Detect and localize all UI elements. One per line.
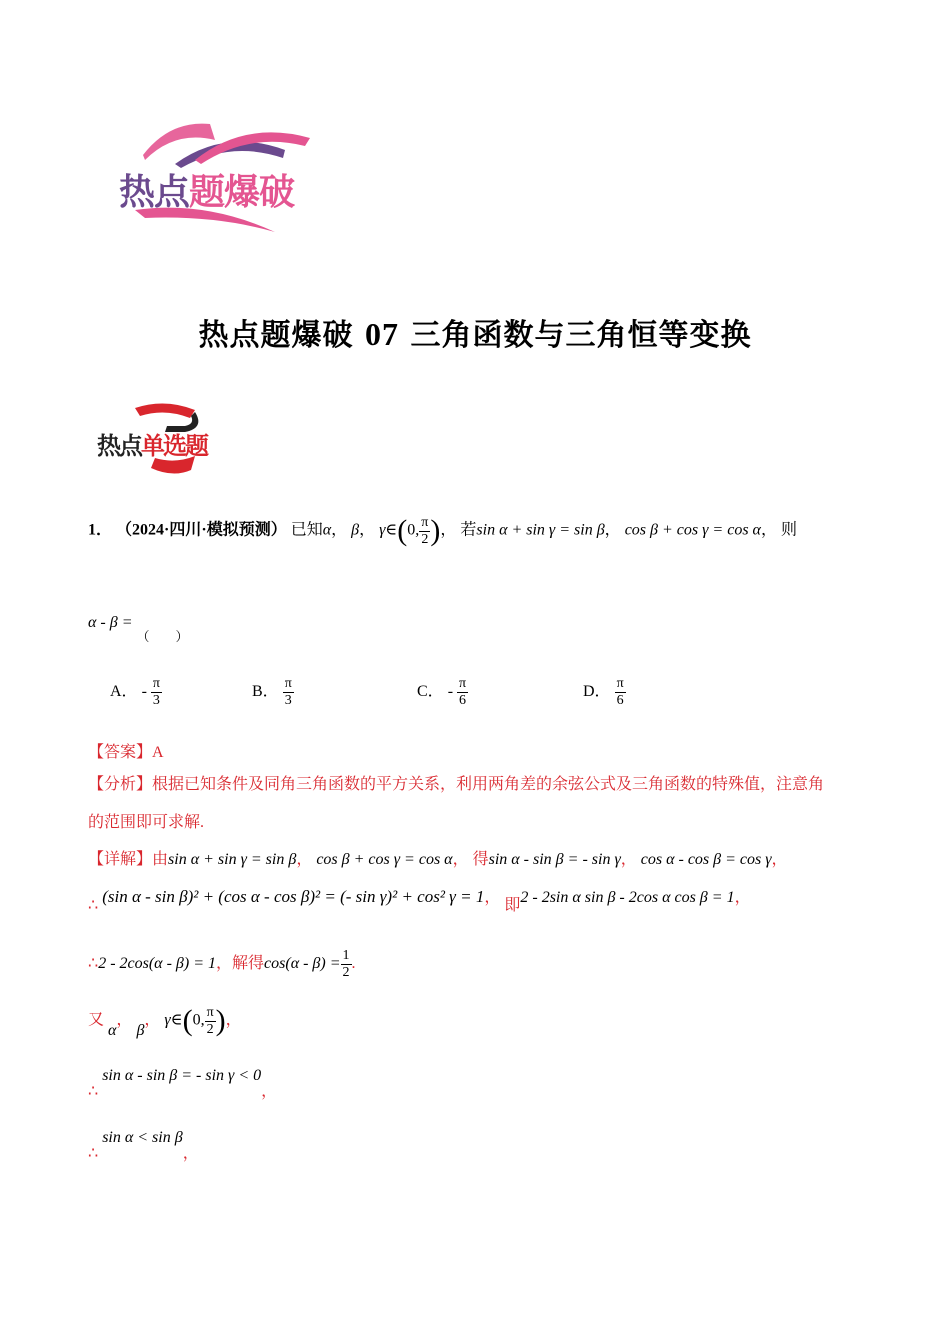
frac-num: π [616,676,624,691]
frac-num: π [459,676,467,691]
page-title [0,310,950,354]
frac-num: 1 [342,948,350,963]
options-row [110,676,750,720]
detail-line-3 [88,948,356,981]
question-ask [88,612,189,644]
logo-text-part2: 题爆破 [189,172,295,213]
option-label: B． [252,683,279,701]
analysis-tag: 【分析】 [88,776,153,793]
var-beta: β [351,521,360,539]
detail-eq1: sin α + sin γ = sin β [168,851,297,868]
detail-eq4: cos α - cos β = cos γ [640,851,772,868]
detail-line-6 [88,1124,199,1162]
then-word: 则 [780,521,797,539]
detail-solve: 解得 [232,955,265,973]
detail-eq3: sin α - sin β = - sin γ [488,851,621,868]
frac-den: 6 [616,693,624,708]
condition-2: cos β + cos γ = cos α [624,521,761,539]
section-badge [95,398,235,480]
pi-over-2 [419,515,430,548]
frac-num: π [284,676,292,691]
sep: ， [225,1011,242,1029]
sep: ， [484,889,501,906]
sep: ， [296,851,313,868]
option-b[interactable] [252,676,294,709]
analysis-text-2: 的范围即可求解. [88,814,205,831]
stem-prefix: 已知 [290,521,323,539]
option-fraction [457,676,468,709]
title-prefix: 热点题爆破 [198,318,354,353]
frac-den: 3 [152,693,160,708]
frac-den: 3 [284,693,292,708]
badge-text [97,426,207,461]
detail-also: 又 [88,1011,105,1029]
sep: ， [771,851,788,868]
answer-tag: 【答案】 [88,744,153,761]
sep: ， [261,1083,278,1100]
pi-over-2 [205,1005,216,1038]
sep: ， [216,955,233,973]
option-fraction [615,676,626,709]
sep: ， [440,521,457,539]
detail-line-5 [88,1062,278,1100]
sep: ， [331,521,348,539]
therefore-symbol: ∴ [88,955,99,973]
option-a[interactable] [110,676,162,709]
option-label: C． [417,683,444,701]
frac-den: 2 [206,1021,214,1037]
gamma-in: γ∈ [164,1011,183,1029]
sep: ， [116,1011,133,1029]
interval-zero: 0, [407,521,420,539]
var-alpha: α [108,1021,117,1039]
answer-line [88,739,164,762]
question-stem [88,514,797,548]
sep: ， [359,521,376,539]
frac-den: 2 [342,965,350,980]
detail-eq10: sin α < sin β [102,1129,183,1146]
detail-line-1 [88,846,788,869]
answer-value: A [152,744,164,761]
open-paren: ( [182,1004,193,1037]
sep: ， [182,1145,199,1162]
therefore-symbol: ∴ [88,1083,99,1100]
detail-line-2 [88,884,751,914]
frac-num: π [206,1004,214,1020]
open-paren: ( [397,514,408,547]
option-fraction [283,676,294,709]
title-suffix: 三角函数与三角恒等变换 [410,318,752,353]
title-number: 07 [365,316,399,352]
frac-num: π [152,676,160,691]
logo-text-part1: 热点 [119,172,190,213]
one-half [341,948,352,981]
sep: ， [734,889,751,906]
detail-ie: 即 [504,897,521,914]
logo-text [119,164,294,215]
close-paren: ) [215,1004,226,1037]
frac-num: π [421,514,429,530]
detail-eq6: 2 - 2sin α sin β - 2cos α cos β = 1 [520,889,735,906]
badge-text-part2: 单选题 [141,432,207,460]
period: . [351,955,356,973]
condition-1: sin α + sin γ = sin β [476,521,605,539]
gamma-in: γ∈ [379,521,398,539]
ask-expression: α - β = [88,614,133,631]
sep: ， [620,851,637,868]
badge-text-part1: 热点 [97,432,141,460]
question-number: 1． [88,521,113,539]
therefore-symbol: ∴ [88,1145,99,1162]
therefore-symbol: ∴ [88,897,99,914]
sep: ， [760,521,777,539]
detail-eq8: cos(α - β) = [264,955,341,973]
analysis-text: 根据已知条件及同角三角函数的平方关系，利用两角差的余弦公式及三角函数的特殊值，注意角 [152,776,825,793]
option-label: A． [110,683,138,701]
detail-eq9: sin α - sin β = - sin γ < 0 [102,1067,262,1084]
option-c[interactable] [417,676,468,709]
if-word: 若 [460,521,477,539]
analysis-block [88,766,868,842]
question-source: （2024·四川·模拟预测） [116,521,287,539]
frac-den: 6 [459,693,467,708]
sep: ， [604,521,621,539]
var-beta: β [136,1021,145,1039]
option-sign: - [141,683,147,701]
option-d[interactable] [583,676,626,709]
option-fraction [151,676,162,709]
detail-from: 由 [152,851,169,868]
detail-eq2: cos β + cos γ = cos α [316,851,453,868]
sep: ， [144,1011,161,1029]
detail-get: 得 [472,851,489,868]
detail-tag: 【详解】 [88,851,153,868]
detail-eq7: 2 - 2cos(α - β) = 1 [98,955,216,973]
option-label: D． [583,683,611,701]
option-sign: - [447,683,454,701]
frac-den: 2 [421,531,429,547]
sep: ， [452,851,469,868]
answer-blank: （ ） [136,629,189,644]
close-paren: ) [430,514,441,547]
detail-line-4 [88,1004,242,1038]
logo [115,120,330,240]
var-alpha: α [322,521,332,539]
interval-zero: 0, [192,1011,205,1029]
detail-eq5: (sin α - sin β)² + (cos α - cos β)² = (- sin γ)² + cos² γ = 1 [102,887,485,906]
